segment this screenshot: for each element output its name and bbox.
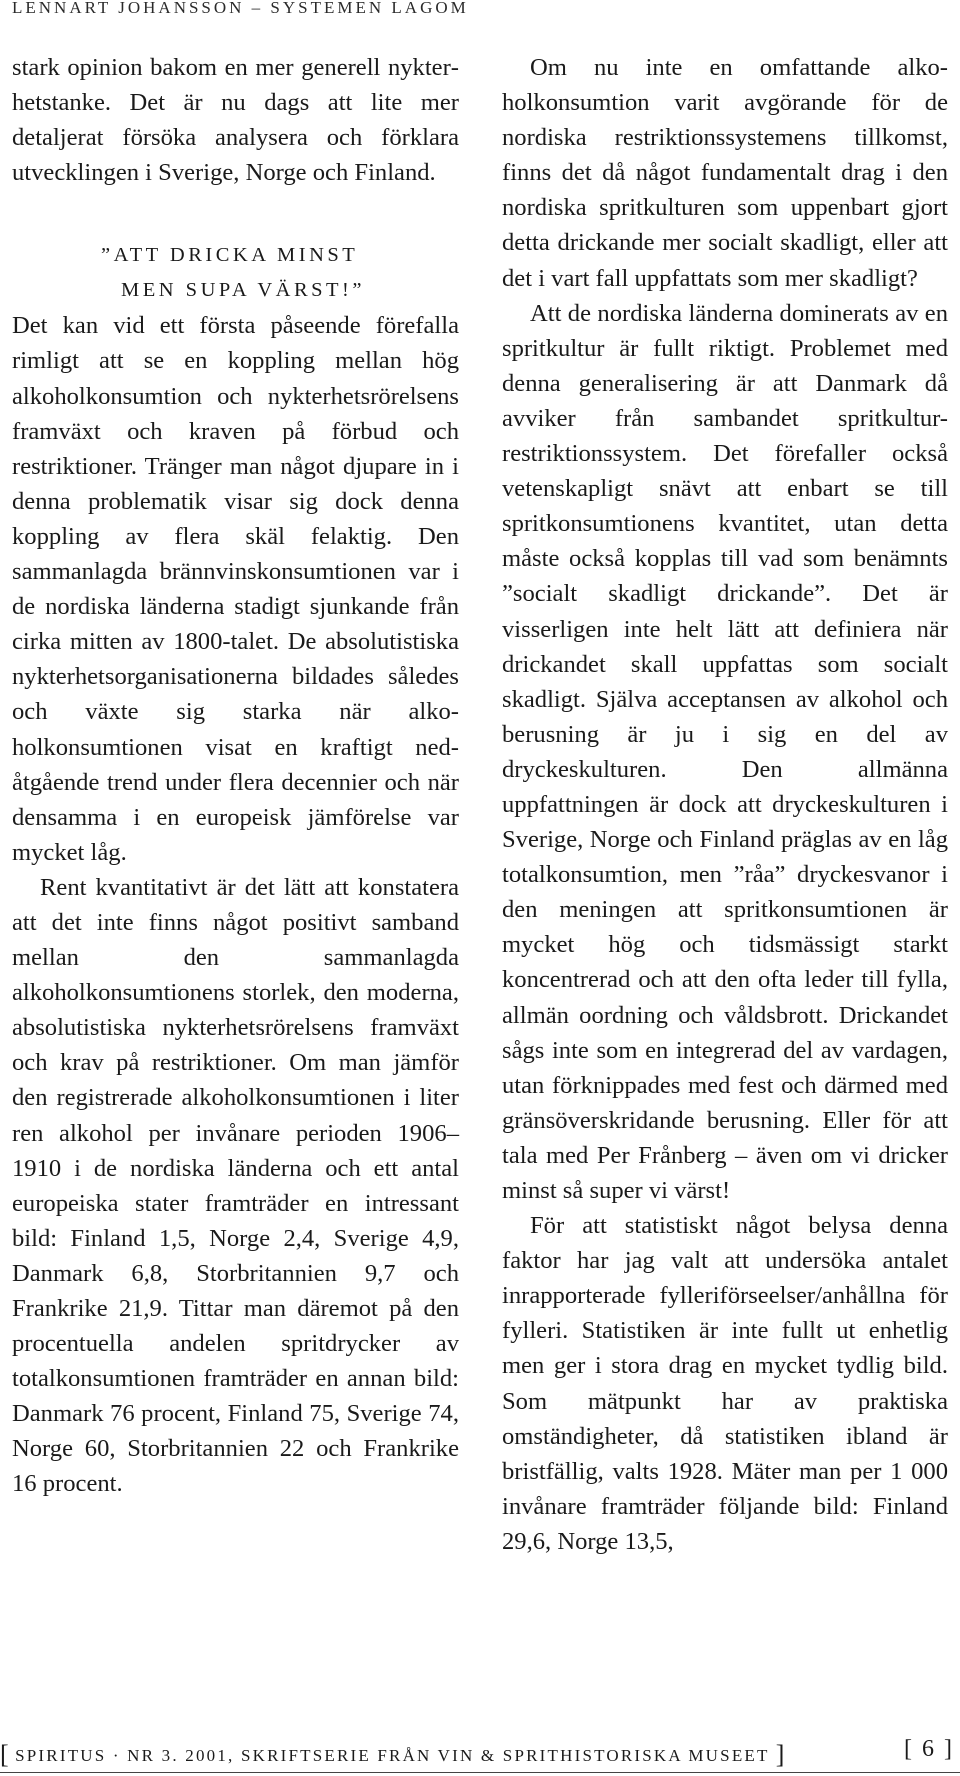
running-head: LENNART JOHANSSON – SYSTEMEN LAGOM [12, 0, 469, 17]
footer-series [0, 1740, 784, 1770]
section-heading-line-1: ”ATT DRICKA MINST [101, 244, 359, 267]
left-column [12, 50, 459, 1502]
paragraph: För att statistiskt något belysa denna faktor har jag valt att undersöka antalet inrapporterade fylleriförseelser/anhållna för fylleri. Statistiken är inte fullt ut enhetlig men ger i stora drag en mycket tydlig bild. Som mätpunkt har av praktiska omständigheter, då statistiken ibland är bristfällig, valts 1928. Mäter man per 1 000 invånare framträder följande bild: Finland 29,6, Norge 13,5, [502, 1212, 948, 1555]
section-heading-line-2: MEN SUPA VÄRST!” [121, 279, 365, 302]
footer-rule [0, 1772, 960, 1773]
paragraph-continued: stark opinion bakom en mer generell nykterhetstanke. Det är nu dags att lite mer detaljerat försöka analysera och förklara utvecklingen i Sverige, Norge och Finland. [12, 54, 459, 187]
right-column [502, 50, 948, 1559]
footer-series-title: SPIRITUS · NR 3. 2001, SKRIFTSERIE FRÅN VIN & SPRITHISTORISKA MUSEET [15, 1746, 770, 1765]
page-footer [0, 1736, 960, 1770]
section-heading [12, 238, 459, 308]
paragraph: Att de nordiska länderna dominerats av en spritkultur är fullt riktigt. Problemet med denna generalisering är att Danmark då avviker från sambandet spritkultur-restriktionssystem. Det förefaller också vetenskapligt snävt att enbart se till spritkonsumtionens kvantitet, utan detta måste också kopplas till vad som benämnts ”socialt skadligt drickande”. Det är visserligen inte helt lätt att definiera när drickandet skall uppfattas som socialt skadligt. Själva acceptansen av alkohol och berusning är ju i sig en del av dryckeskulturen. Den allmänna uppfattningen är dock att dryckeskulturen i Sverige, Norge och Finland präglas av en låg totalkonsumtion, men ”råa” dryckesvanor i den meningen att spritkonsumtionen är mycket hög och tidsmässigt starkt koncentrerad och att den ofta leder till fylla, allmän oordning och våldsbrott. Drickandet sågs inte som en integrerad del av vardagen, utan förknippades med fest och därmed med gränsöverskridande berusning. Eller för att tala med Per Frånberg – även om vi dricker minst så super vi värst! [502, 299, 948, 1204]
paragraph: Rent kvantitativt är det lätt att konstatera att det inte finns något positivt samband mellan den sammanlagda alkoholkonsumtionens storlek, den moderna, absolutistiska nykterhetsrörelsens framväxt och krav på restriktioner. Om man jämför den registrerade alkoholkonsumtionen i liter ren alkohol per invånare perioden 1906– 1910 i de nordiska länderna och ett antal europeiska stater framträder en intressant bild: Finland 1,5, Norge 2,4, Sverige 4,9, Danmark 6,8, Storbritannien 9,7 och Frankrike 21,9. Tittar man däremot på den procentuella andelen spritdrycker av totalkonsumtionen framträder en annan bild: Danmark 76 procent, Finland 75, Sverige 74, Norge 60, Storbritannien 22 och Frankrike 16 procent. [12, 873, 459, 1498]
paragraph: Det kan vid ett första påseende förefalla rimligt att se en koppling mellan hög alkoholkonsumtion och nykterhetsrörelsens framväxt och kraven på förbud och restriktioner. Tränger man något djupare in i denna problematik visar sig dock denna koppling av flera skäl felaktig. Den sammanlagda brännvinskonsumtionen var i de nordiska länderna stadigt sjunkande från cirka mitten av 1800-talet. De absolutistiska nykterhetsorganisationerna bildades således och växte sig starka när alkoholkonsumtionen visat en kraftigt nedåtgående trend under flera decennier och när densamma i en europeisk jämförelse var mycket låg. [12, 312, 459, 866]
paragraph: Om nu inte en omfattande alkoholkonsumtion varit avgörande för de nordiska restriktionssystemens tillkomst, finns det då något fundamentalt drag i den nordiska spritkulturen som uppenbart gjort detta drickande mer socialt skadligt, eller att det i vart fall uppfattats som mer skadligt? [502, 54, 948, 292]
page-number: [ 6 ] [904, 1736, 954, 1762]
footer-bracket-close: ] [775, 1740, 785, 1769]
footer-bracket-open: [ [0, 1740, 9, 1769]
